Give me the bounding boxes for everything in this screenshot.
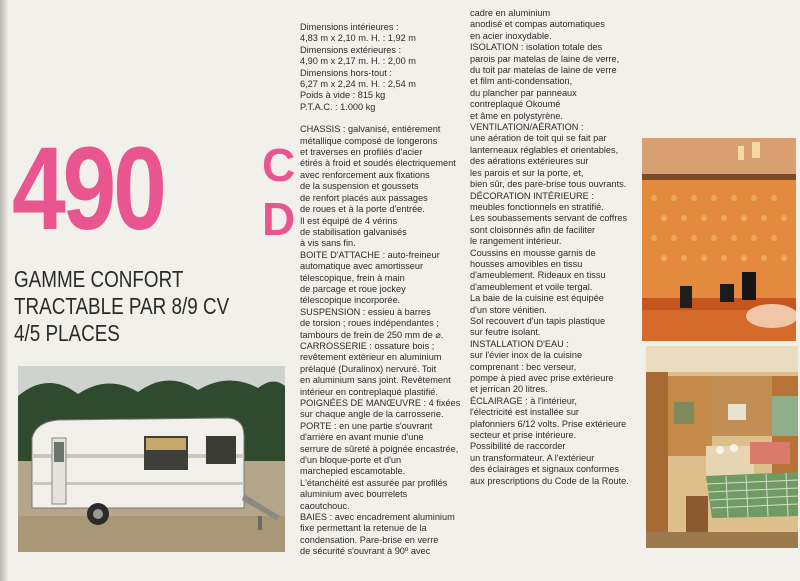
spec-line: de torsion ; roues indépendantes ; [300,318,439,329]
spec-line: 4,83 m x 2,10 m. H. : 1,92 m [300,33,416,44]
spacer [300,113,465,124]
spec-line: Les soubassements servant de coffres [470,213,628,224]
spec-line: revêtement extérieur en aluminium [300,352,442,363]
spec-line: intérieur en contreplaqué plastifié. [300,386,438,397]
spec-line: 4,90 m x 2,17 m. H. : 2,00 m [300,56,416,67]
spec-line: Dimensions intérieures : [300,22,399,32]
spec-line: Poids à vide : 815 kg [300,90,386,101]
spec-line: étirés à froid et soudés électriquement [300,158,456,169]
spec-line: et âme en polystyrène. [470,110,563,121]
spec-line: ISOLATION : isolation totale des [470,42,603,53]
spec-line: l'électricité est installée sur [470,407,579,418]
spec-line: CHASSIS : galvanisé, entièrement [300,124,441,135]
spec-line: Il est équipé de 4 vérins [300,215,398,226]
spec-line: sur l'évier inox de la cuisine [470,350,583,361]
spec-line: contreplaqué Okoumé [470,99,561,110]
model-letter-d: D [262,193,296,245]
spec-line: pompe à pied avec prise extérieure [470,373,614,383]
subtitle-line-seats: 4/5 PLACES [14,320,120,346]
spec-line: avec renforcement aux fixations [300,169,430,180]
spec-line: et traverses en profilés d'acier [300,147,423,158]
spec-line: cadre en aluminium [470,8,551,18]
model-letter-c: C [262,139,296,191]
spec-line: Coussins en mousse garnis de [470,247,596,258]
spec-line: parois par matelas de laine de verre, [470,53,620,64]
interior-lounge-photo [642,138,796,341]
spec-line: housses amovibles en tissu [470,258,583,269]
spec-line: tambours de frein de 250 mm de ⌀. [300,329,444,340]
spec-line: une aération de toit qui se fait par [470,133,607,144]
spec-line: à vis sans fin. [300,238,356,249]
spec-line: sont cloisonnés afin de faciliter [470,224,596,235]
page-fold-shadow [0,0,8,581]
spec-line: La baie de la cuisine est équipée [470,293,604,304]
spec-line: caoutchouc. [300,500,350,511]
spec-line: plafonniers 6/12 volts. Prise extérieure [470,418,627,429]
spec-line: condensation. Pare-brise en verre [300,534,439,545]
spec-line: d'arrière en avant munie d'une [300,432,424,443]
spec-line: le rangement intérieur. [470,236,562,247]
spec-line: PORTE : en une partie s'ouvrant [300,420,433,431]
spec-line: bien sûr, des pare-brise tous ouvrants. [470,179,627,190]
spec-line: prélaqué (Duralinox) nervuré. Toit [300,363,437,374]
spec-line: automatique avec amortisseur [300,261,424,272]
spec-line: du plancher par panneaux [470,87,577,98]
model-number: 490 [12,123,164,255]
spec-line: de roues et à la porte d'entrée. [300,204,425,215]
spec-line: de la suspension et goussets [300,181,419,192]
spec-line: aluminium avec bourrelets [300,489,408,500]
spec-line: en aluminium sans joint. Revêtement [300,375,451,386]
interior-dining-photo [646,346,798,548]
specs-column-right [470,8,640,487]
spec-line: télescopique incorporée. [300,295,401,306]
subtitle-line-range: GAMME CONFORT [14,266,184,292]
spec-line: marchepied escamotable. [300,466,406,477]
spec-line: du toit par matelas de laine de verre [470,65,617,76]
spec-line: d'un bloque-porte et d'un [300,455,402,466]
spec-line: VENTILATION/AÉRATION : [470,122,584,133]
spec-line: et jerrican 20 litres. [470,384,548,395]
spec-line: meubles fonctionnels en stratifié. [470,201,604,212]
spec-line: Dimensions hors-tout : [300,67,392,78]
spec-line: les parois et sur la porte, et, [470,167,584,178]
model-subtitle [14,266,284,347]
spec-line: des aérations extérieures sur [470,156,589,167]
spec-line: de sécurité s'ouvrant à 90º avec [300,546,431,557]
spec-line: d'un store vénitien. [470,304,547,315]
spec-line: Sol recouvert d'un tapis plastique [470,315,606,326]
specs-column-left [300,22,465,558]
spec-line: fixe permettant la retenue de la [300,523,427,534]
spec-line: télescopique, frein à main [300,272,405,283]
spec-line: ÉCLAIRAGE : à l'intérieur, [470,395,577,406]
spec-line: INSTALLATION D'EAU : [470,338,569,349]
spec-line: Possibilité de raccorder [470,441,566,452]
spec-line: SUSPENSION : essieu à barres [300,306,431,317]
spec-line: de parcage et roue jockey [300,283,406,294]
spec-line: sur chaque angle de la carrosserie. [300,409,444,420]
spec-line: P.T.A.C. : 1.000 kg [300,101,376,112]
spec-line: Dimensions extérieures : [300,44,402,55]
spec-line: BOITE D'ATTACHE : auto-freineur [300,249,440,260]
spec-line: aux prescriptions du Code de la Route. [470,475,629,486]
spec-line: et film anti-condensation, [470,76,573,87]
spec-line: comprenant : bec verseur, [470,361,577,372]
spec-line: de renfort placés aux passages [300,192,428,203]
spec-line: DÉCORATION INTÉRIEURE : [470,190,594,201]
spec-line: métallique composé de longerons [300,135,438,146]
spec-line: 6,27 m x 2,24 m. H. : 2,54 m [300,79,416,90]
spec-line: POIGNÉES DE MANŒUVRE : 4 fixées [300,398,461,408]
spec-line: un transformateur. A l'extérieur [470,452,595,463]
spec-line: L'étanchéité est assurée par profilés [300,477,448,488]
spec-line: de stabilisation galvanisés [300,226,407,237]
spec-line: des éclairages et signaux conformes [470,464,620,475]
caravan-exterior-photo [18,366,285,552]
spec-line: CARROSSERIE : ossature bois ; [300,340,435,351]
subtitle-line-towing: TRACTABLE PAR 8/9 CV [14,293,230,319]
spec-line: d'ameublement et voile tergal. [470,281,593,292]
spec-line: lanterneaux réglables et orientables, [470,144,619,155]
spec-line: d'ameublement. Rideaux en tissu [470,270,606,281]
spec-line: en acier inoxydable. [470,30,552,41]
spec-line: sur feutre isolant. [470,327,541,338]
spec-line: anodisé et compas automatiques [470,19,605,30]
spec-line: secteur et prise intérieure. [470,430,577,441]
spec-line: serrure de sûreté à poignée encastrée, [300,443,459,454]
spec-line: BAIES : avec encadrement aluminium [300,512,455,523]
